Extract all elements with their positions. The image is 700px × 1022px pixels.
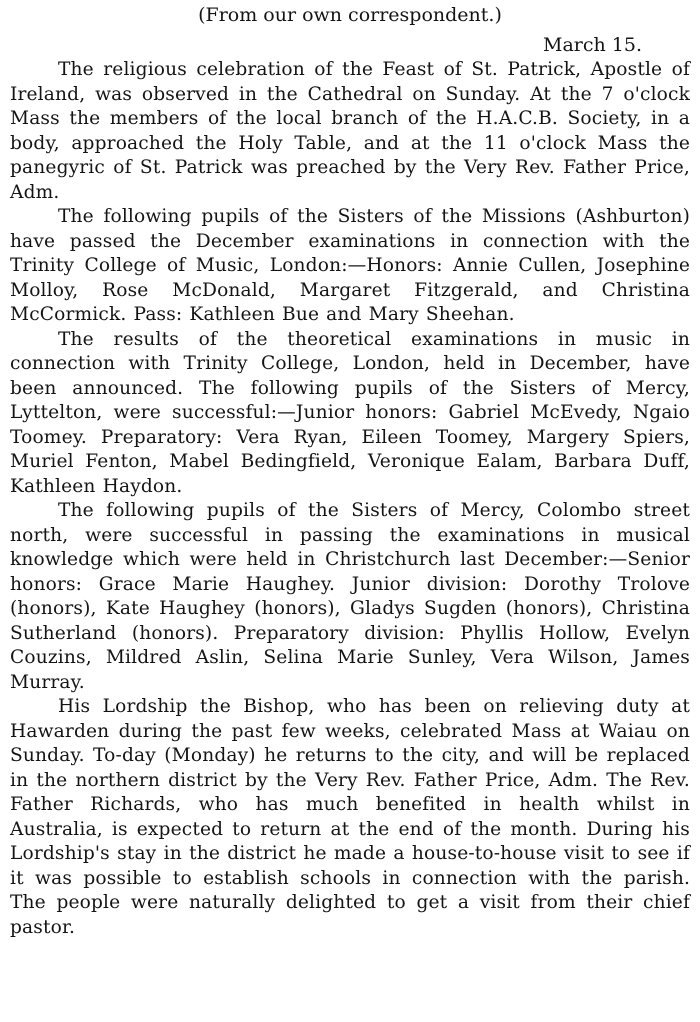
paragraph-lyttelton-results: The results of the theoretical examinations in music in connection with Trinity College, London, held in December, have been announced. The following pupils of the Sisters of Mercy, Lyttelton, were successful:—Junior honors: Gabriel McEvedy, Ngaio Toomey. Preparatory: Vera Ryan, Eileen Toomey, Margery Spiers, Muriel Fenton, Mabel Bedingfield, Veronique Ealam, Barbara Duff, Kathleen Haydon. (10, 328, 690, 497)
article-body (10, 58, 690, 940)
correspondent-byline: (From our own correspondent.) (198, 4, 502, 26)
dateline: March 15. (543, 34, 642, 56)
paragraph-ashburton-exams: The following pupils of the Sisters of the Missions (Ashburton) have passed the December examinations in connection with the Trinity College of Music, London:—Honors: Annie Cullen, Josephine Molloy, Rose McDonald, Margaret Fitzgerald, and Christina McCormick. Pass: Kathleen Bue and Mary Sheehan. (10, 206, 690, 325)
paragraph-st-patrick: The religious celebration of the Feast of St. Patrick, Apostle of Ireland, was observed in the Cathedral on Sunday. At the 7 o'clock Mass the members of the local branch of the H.A.C.B. Society, in a body, approached the Holy Table, and at the 11 o'clock Mass the panegyric of St. Patrick was preached by the Very Rev. Father Price, Adm. (10, 59, 690, 203)
paragraph-bishop-visit: His Lordship the Bishop, who has been on relieving duty at Hawarden during the past few weeks, celebrated Mass at Waiau on Sunday. To-day (Monday) he returns to the city, and will be replaced in the northern district by the Very Rev. Father Price, Adm. The Rev. Father Richards, who has much benefited in health whilst in Australia, is expected to return at the end of the month. During his Lordship's stay in the district he made a house-to-house visit to see if it was possible to establish schools in connection with the parish. The people were naturally delighted to get a visit from their chief pastor. (10, 696, 690, 938)
paragraph-colombo-street-results: The following pupils of the Sisters of Mercy, Colombo street north, were successful in passing the examinations in musical knowledge which were held in Christchurch last December:—Senior honors: Grace Marie Haughey. Junior division: Dorothy Trolove (honors), Kate Haughey (honors), Gladys Sugden (honors), Christina Sutherland (honors). Preparatory division: Phyllis Hollow, Evelyn Couzins, Mildred Aslin, Selina Marie Sunley, Vera Wilson, James Murray. (10, 500, 690, 693)
